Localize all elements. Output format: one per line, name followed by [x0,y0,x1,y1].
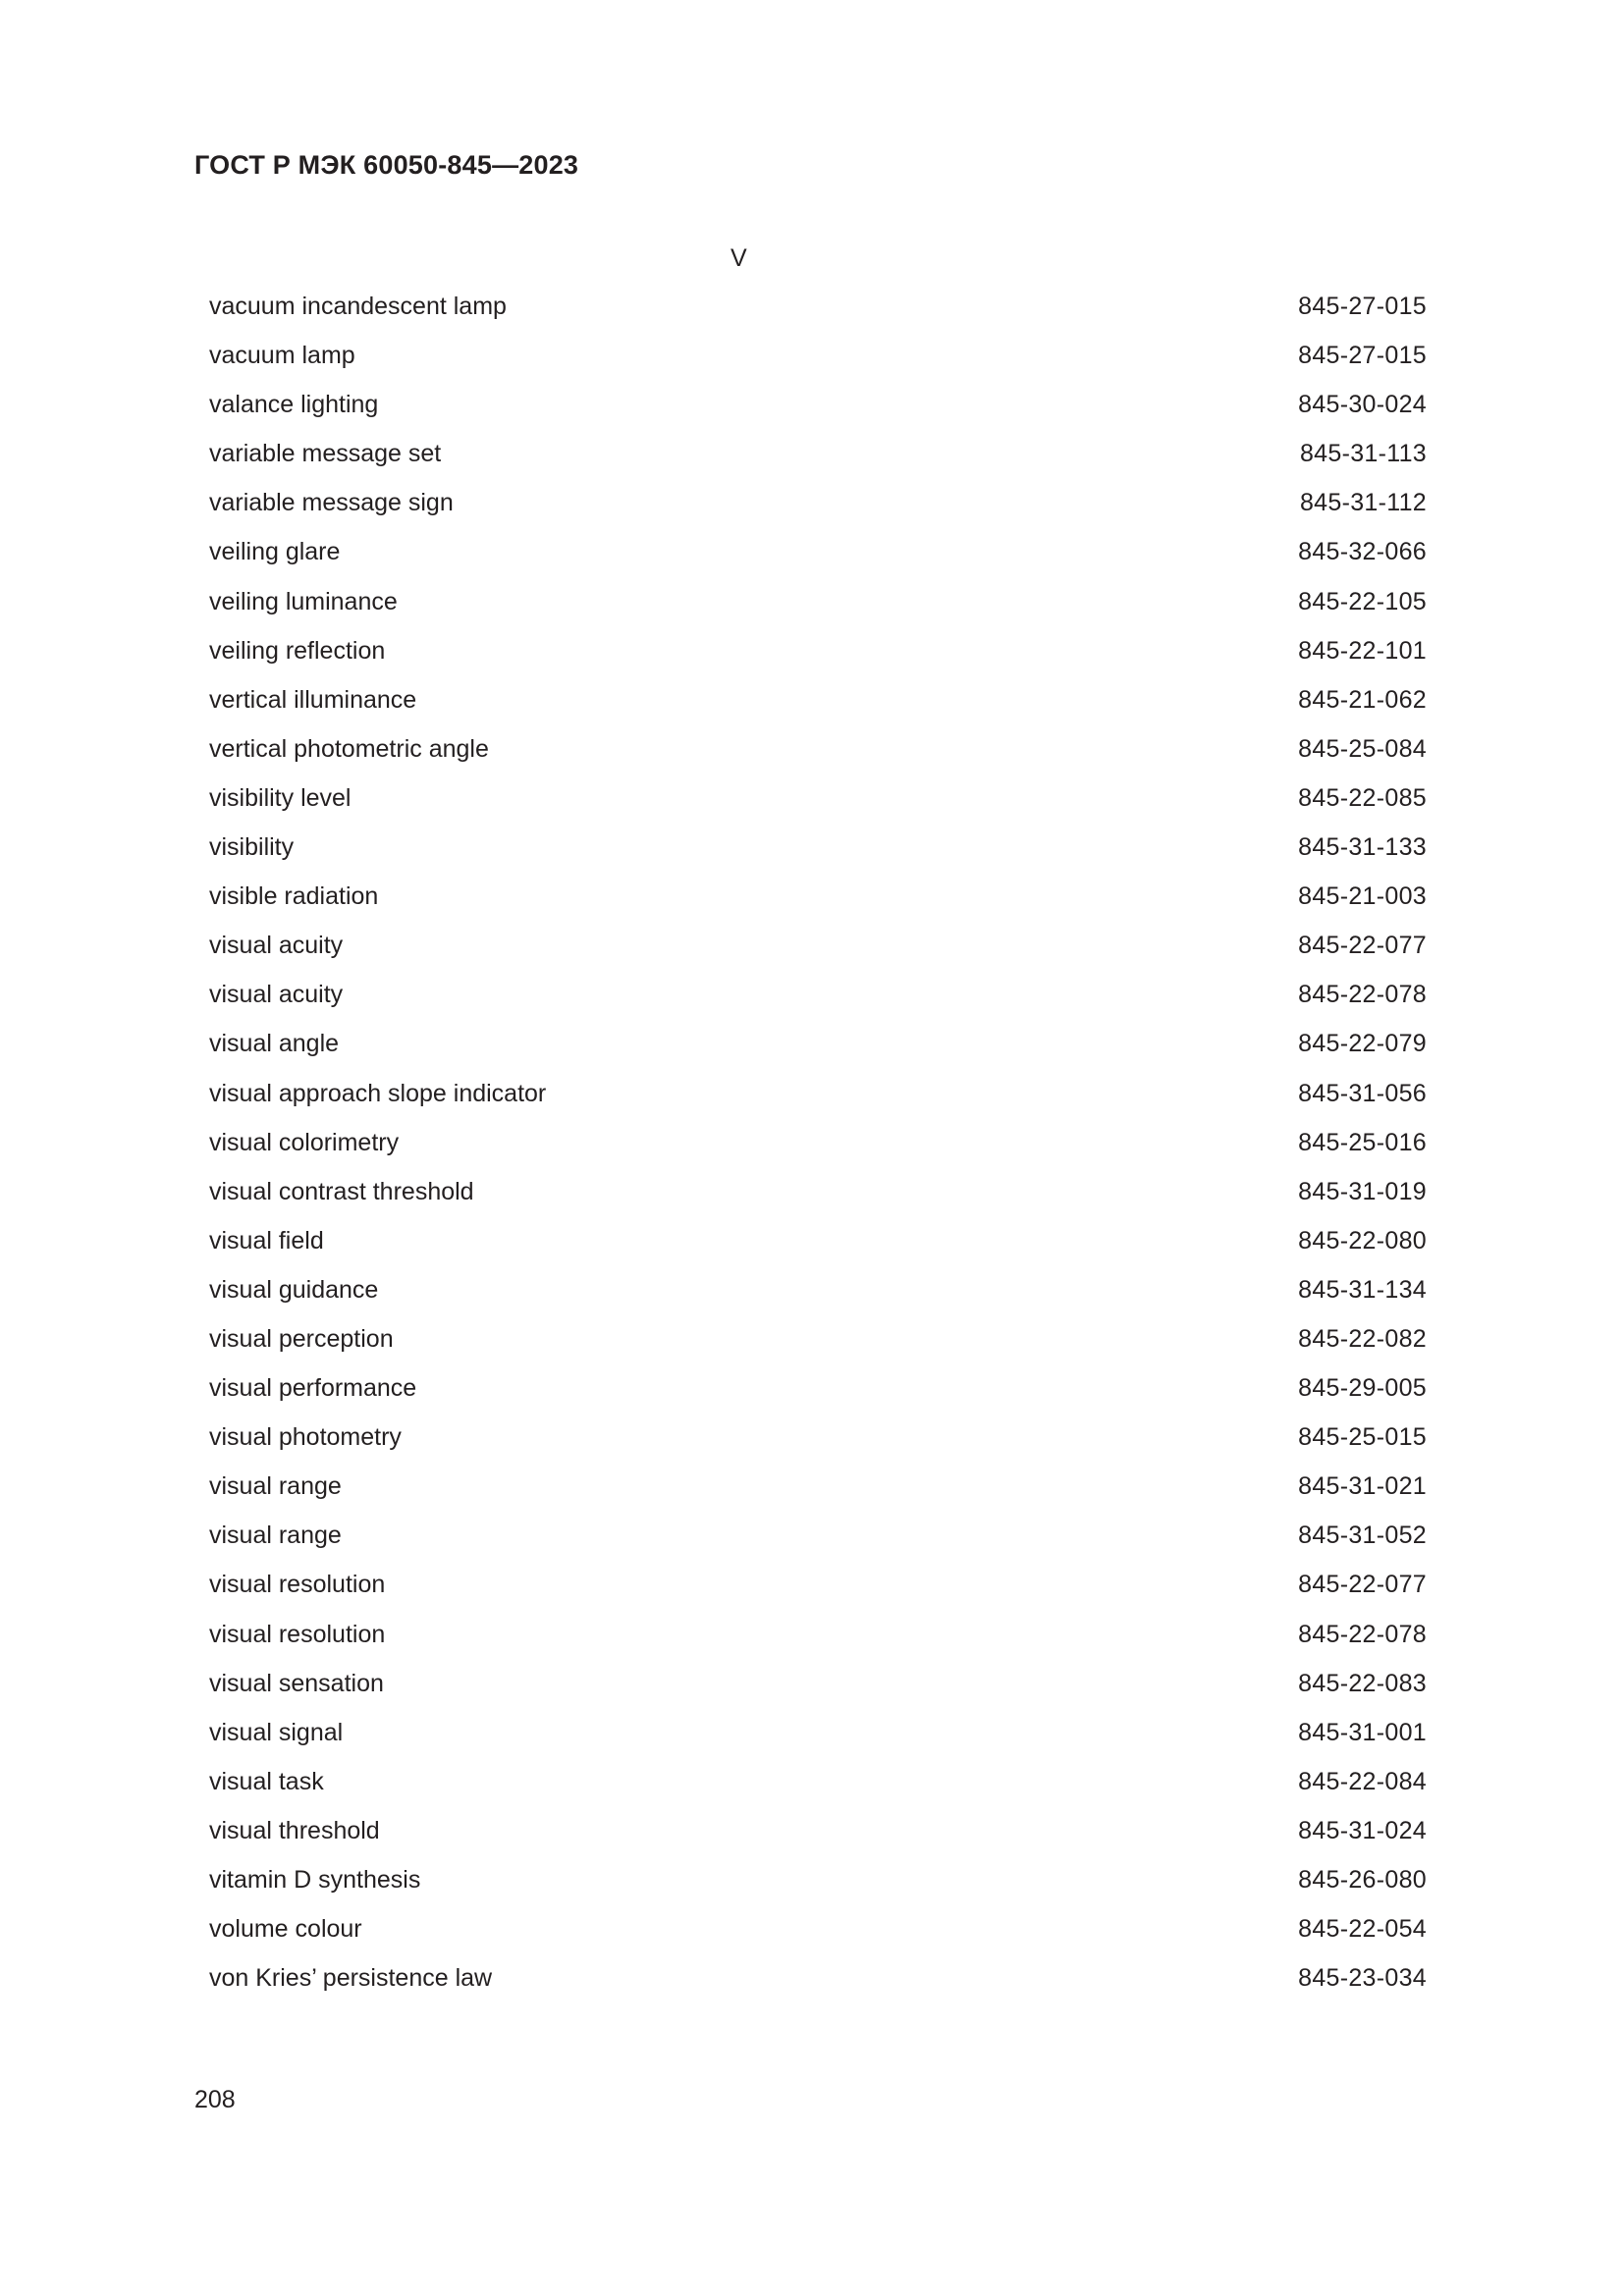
page-number: 208 [194,2086,236,2113]
index-entry [209,1568,1427,1617]
index-term-code: 845-31-113 [1299,440,1427,468]
index-entry [209,978,1427,1027]
section-letter-heading: V [731,244,747,272]
index-entry [209,1765,1427,1814]
document-header: ГОСТ Р МЭК 60050-845—2023 [194,150,579,180]
index-term: visual threshold [209,1816,380,1844]
index-entry [209,1519,1427,1568]
index-term: vertical illuminance [209,685,417,714]
index-entry [209,1077,1427,1126]
index-term: visual sensation [209,1669,384,1697]
index-term: valance lighting [209,391,379,419]
index-term: visual resolution [209,1620,386,1648]
term-index-list [209,290,1427,2010]
index-entry [209,290,1427,339]
index-entry [209,1469,1427,1519]
index-term-code: 845-22-054 [1298,1915,1427,1944]
index-entry [209,1667,1427,1716]
index-term: visual angle [209,1030,340,1058]
index-term: visual range [209,1472,342,1501]
index-term-code: 845-31-021 [1298,1472,1427,1501]
index-term: visual photometry [209,1423,402,1452]
index-term-code: 845-21-062 [1298,685,1427,714]
index-term-code: 845-31-019 [1298,1177,1427,1205]
index-entry [209,1175,1427,1224]
index-term: visual contrast threshold [209,1177,474,1205]
index-term: vertical photometric angle [209,734,489,763]
index-entry [209,830,1427,880]
index-term-code: 845-25-084 [1298,734,1427,763]
index-term-code: 845-27-015 [1298,293,1427,320]
index-entry [209,1618,1427,1667]
index-term-code: 845-21-003 [1298,882,1427,911]
index-term-code: 845-31-024 [1298,1816,1427,1844]
index-term: vacuum lamp [209,342,355,370]
index-term-code: 845-22-077 [1298,1571,1427,1599]
index-term-code: 845-29-005 [1298,1374,1427,1403]
index-term-code: 845-22-079 [1298,1030,1427,1058]
index-term: visibility [209,833,295,862]
index-term: visual field [209,1226,324,1255]
index-entry [209,929,1427,978]
index-term-code: 845-31-056 [1298,1079,1427,1107]
index-entry [209,634,1427,683]
index-term: visual acuity [209,932,344,960]
index-term: visual colorimetry [209,1128,400,1156]
index-term: variable message set [209,440,442,468]
index-term-code: 845-22-078 [1298,981,1427,1009]
index-term-code: 845-32-066 [1298,538,1427,566]
index-entry [209,1273,1427,1322]
index-term: visual signal [209,1718,344,1746]
index-term: visual acuity [209,981,344,1009]
index-term: veiling glare [209,538,341,566]
index-term: variable message sign [209,489,454,517]
index-term-code: 845-27-015 [1298,342,1427,370]
index-term: visual task [209,1767,324,1795]
index-term: visual resolution [209,1571,386,1599]
index-term-code: 845-22-085 [1298,783,1427,812]
index-term-code: 845-31-052 [1298,1522,1427,1550]
index-entry [209,339,1427,388]
index-entry [209,880,1427,929]
index-term-code: 845-26-080 [1298,1866,1427,1894]
index-term-code: 845-22-083 [1298,1669,1427,1697]
index-term: visual perception [209,1324,394,1353]
index-entry [209,1420,1427,1469]
index-entry [209,1863,1427,1912]
index-term: von Kries’ persistence law [209,1964,493,1993]
index-term-code: 845-22-080 [1298,1226,1427,1255]
index-entry [209,1322,1427,1371]
index-term-code: 845-31-133 [1298,833,1427,862]
index-entry [209,781,1427,830]
index-entry [209,1716,1427,1765]
index-term: veiling luminance [209,587,398,615]
index-entry [209,1224,1427,1273]
index-term-code: 845-31-134 [1298,1275,1427,1304]
index-term: vitamin D synthesis [209,1866,421,1894]
index-term: visibility level [209,783,352,812]
index-term: visible radiation [209,882,379,911]
index-entry [209,683,1427,732]
index-entry [209,535,1427,584]
index-entry [209,1961,1427,2010]
index-entry [209,585,1427,634]
index-term-code: 845-31-112 [1299,489,1427,517]
index-term-code: 845-22-101 [1298,636,1427,665]
index-term: veiling reflection [209,636,386,665]
index-term-code: 845-25-015 [1298,1423,1427,1452]
index-entry [209,1814,1427,1863]
index-entry [209,1371,1427,1420]
index-term-code: 845-23-034 [1298,1964,1427,1993]
index-entry [209,1027,1427,1076]
index-term-code: 845-22-082 [1298,1324,1427,1353]
index-term: visual approach slope indicator [209,1079,547,1107]
index-term: vacuum incandescent lamp [209,293,507,320]
index-term-code: 845-22-078 [1298,1620,1427,1648]
index-term: visual range [209,1522,342,1550]
index-term-code: 845-31-001 [1298,1718,1427,1746]
index-entry [209,1912,1427,1961]
index-entry [209,388,1427,437]
index-entry [209,1126,1427,1175]
index-entry [209,486,1427,535]
index-term: visual performance [209,1374,417,1403]
index-entry [209,732,1427,781]
index-term: volume colour [209,1915,362,1944]
index-entry [209,437,1427,486]
index-term-code: 845-25-016 [1298,1128,1427,1156]
index-term-code: 845-30-024 [1298,391,1427,419]
index-term-code: 845-22-105 [1298,587,1427,615]
index-term: visual guidance [209,1275,379,1304]
index-term-code: 845-22-084 [1298,1767,1427,1795]
index-term-code: 845-22-077 [1298,932,1427,960]
